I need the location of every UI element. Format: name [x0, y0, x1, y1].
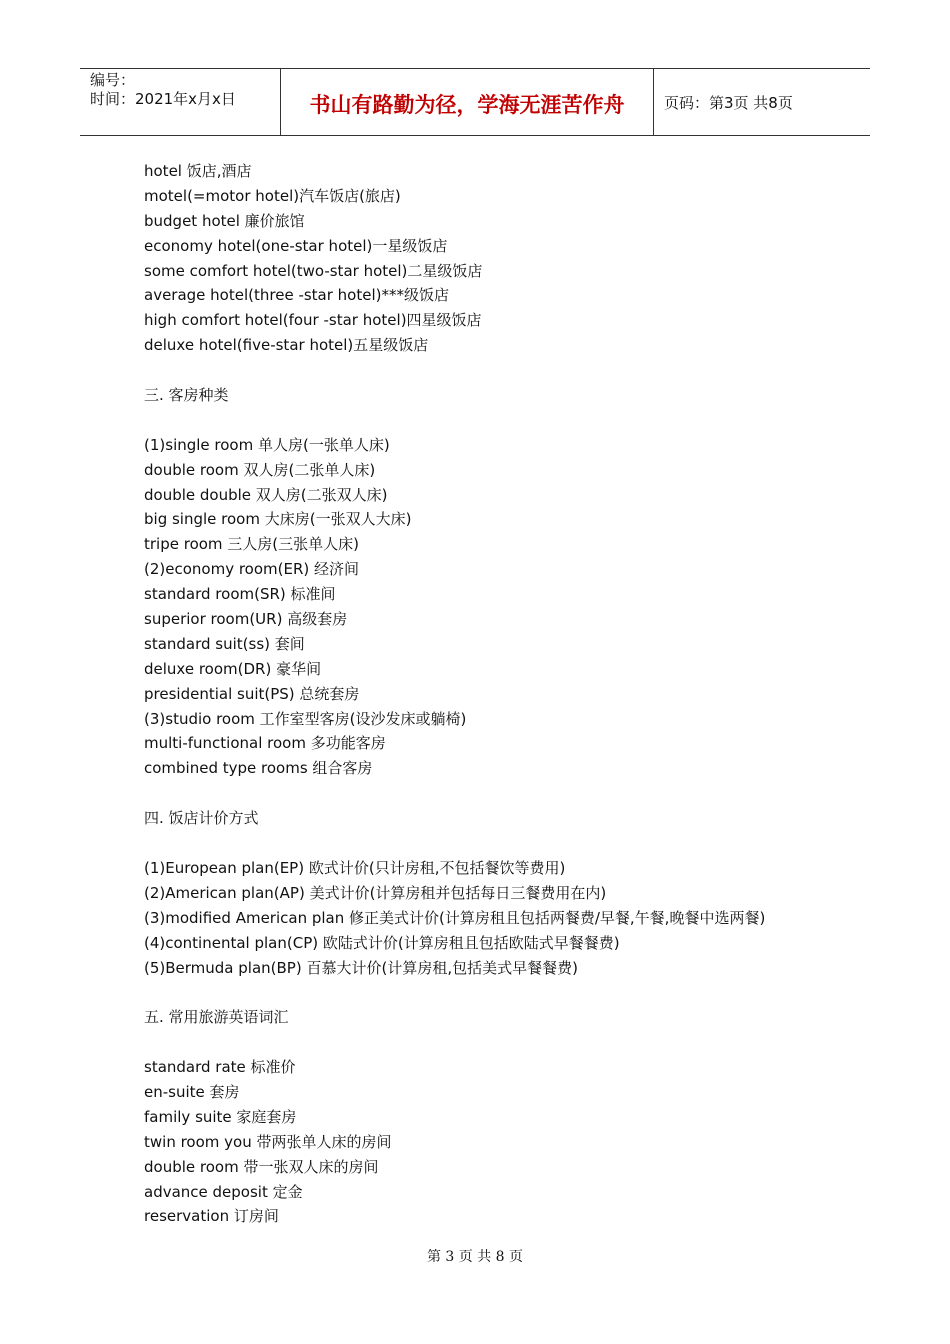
spacer	[144, 781, 864, 806]
list-item: (2)economy room(ER) 经济间	[144, 560, 360, 579]
list-item: double double 双人房(二张双人床)	[144, 485, 388, 504]
list-item: superior room(UR) 高级套房	[144, 610, 348, 629]
list-item: (1)single room 单人房(一张单人床)	[144, 435, 390, 454]
number-label: 编号：	[90, 71, 136, 89]
list-item: en-suite 套房	[144, 1082, 240, 1101]
list-item: motel(=motor hotel)汽车饭店(旅店)	[144, 186, 401, 205]
list-item: (4)continental plan(CP) 欧陆式计价(计算房租且包括欧陆式早餐餐费)	[144, 933, 620, 952]
list-item: high comfort hotel(four -star hotel)四星级饭店	[144, 311, 482, 330]
list-item: presidential suit(PS) 总统套房	[144, 684, 360, 703]
hotel-types-list	[144, 159, 864, 358]
document-header	[80, 68, 870, 136]
list-item: standard rate 标准价	[144, 1058, 296, 1077]
list-item: family suite 家庭套房	[144, 1107, 297, 1126]
list-item: (1)European plan(EP) 欧式计价(只计房租,不包括餐饮等费用)	[144, 858, 566, 877]
page-info-cell	[654, 69, 870, 135]
list-item: (3)studio room 工作室型客房(设沙发床或躺椅)	[144, 709, 467, 728]
list-item: combined type rooms 组合客房	[144, 759, 373, 778]
list-item: economy hotel(one-star hotel)一星级饭店	[144, 236, 448, 255]
list-item: multi-functional room 多功能客房	[144, 734, 386, 753]
spacer	[144, 980, 864, 1005]
page-footer	[0, 1246, 950, 1266]
list-item: big single room 大床房(一张双人大床)	[144, 510, 412, 529]
list-item: (3)modified American plan 修正美式计价(计算房租且包括两餐费/早餐,午餐,晚餐中选两餐)	[144, 908, 766, 927]
section-heading-vocabulary: 五. 常用旅游英语词汇	[144, 1008, 289, 1027]
spacer	[144, 1030, 864, 1055]
spacer	[144, 358, 864, 383]
list-item: tripe room 三人房(三张单人床)	[144, 535, 360, 554]
footer-page-number: 第 3 页 共 8 页	[426, 1249, 524, 1265]
header-meta-cell	[80, 69, 281, 135]
list-item: (5)Bermuda plan(BP) 百慕大计价(计算房租,包括美式早餐餐费)	[144, 958, 578, 977]
spacer	[144, 408, 864, 433]
list-item: deluxe room(DR) 豪华间	[144, 659, 322, 678]
section-heading-pricing: 四. 饭店计价方式	[144, 809, 259, 828]
document-body	[144, 159, 864, 1229]
vocabulary-list	[144, 1055, 864, 1229]
list-item: double room 带一张双人床的房间	[144, 1157, 379, 1176]
list-item: advance deposit 定金	[144, 1182, 303, 1201]
list-item: deluxe hotel(five-star hotel)五星级饭店	[144, 336, 429, 355]
pricing-plans-list	[144, 856, 864, 980]
motto-text: 书山有路勤为径，学海无涯苦作舟	[309, 93, 625, 117]
list-item: budget hotel 廉价旅馆	[144, 211, 305, 230]
list-item: average hotel(three -star hotel)***级饭店	[144, 286, 449, 305]
list-item: standard suit(ss) 套间	[144, 634, 305, 653]
motto-cell	[281, 69, 654, 135]
spacer	[144, 831, 864, 856]
section-heading-room-types: 三. 客房种类	[144, 386, 229, 405]
list-item: twin room you 带两张单人床的房间	[144, 1132, 392, 1151]
list-item: hotel 饭店,酒店	[144, 162, 252, 180]
page-info-text: 页码：第3页 共8页	[664, 94, 793, 112]
list-item: reservation 订房间	[144, 1207, 279, 1226]
list-item: double room 双人房(二张单人床)	[144, 460, 376, 479]
room-types-list	[144, 433, 864, 781]
time-label: 时间：2021年x月x日	[90, 90, 236, 108]
list-item: (2)American plan(AP) 美式计价(计算房租并包括每日三餐费用在内)	[144, 883, 607, 902]
list-item: some comfort hotel(two-star hotel)二星级饭店	[144, 261, 483, 280]
list-item: standard room(SR) 标准间	[144, 585, 336, 604]
